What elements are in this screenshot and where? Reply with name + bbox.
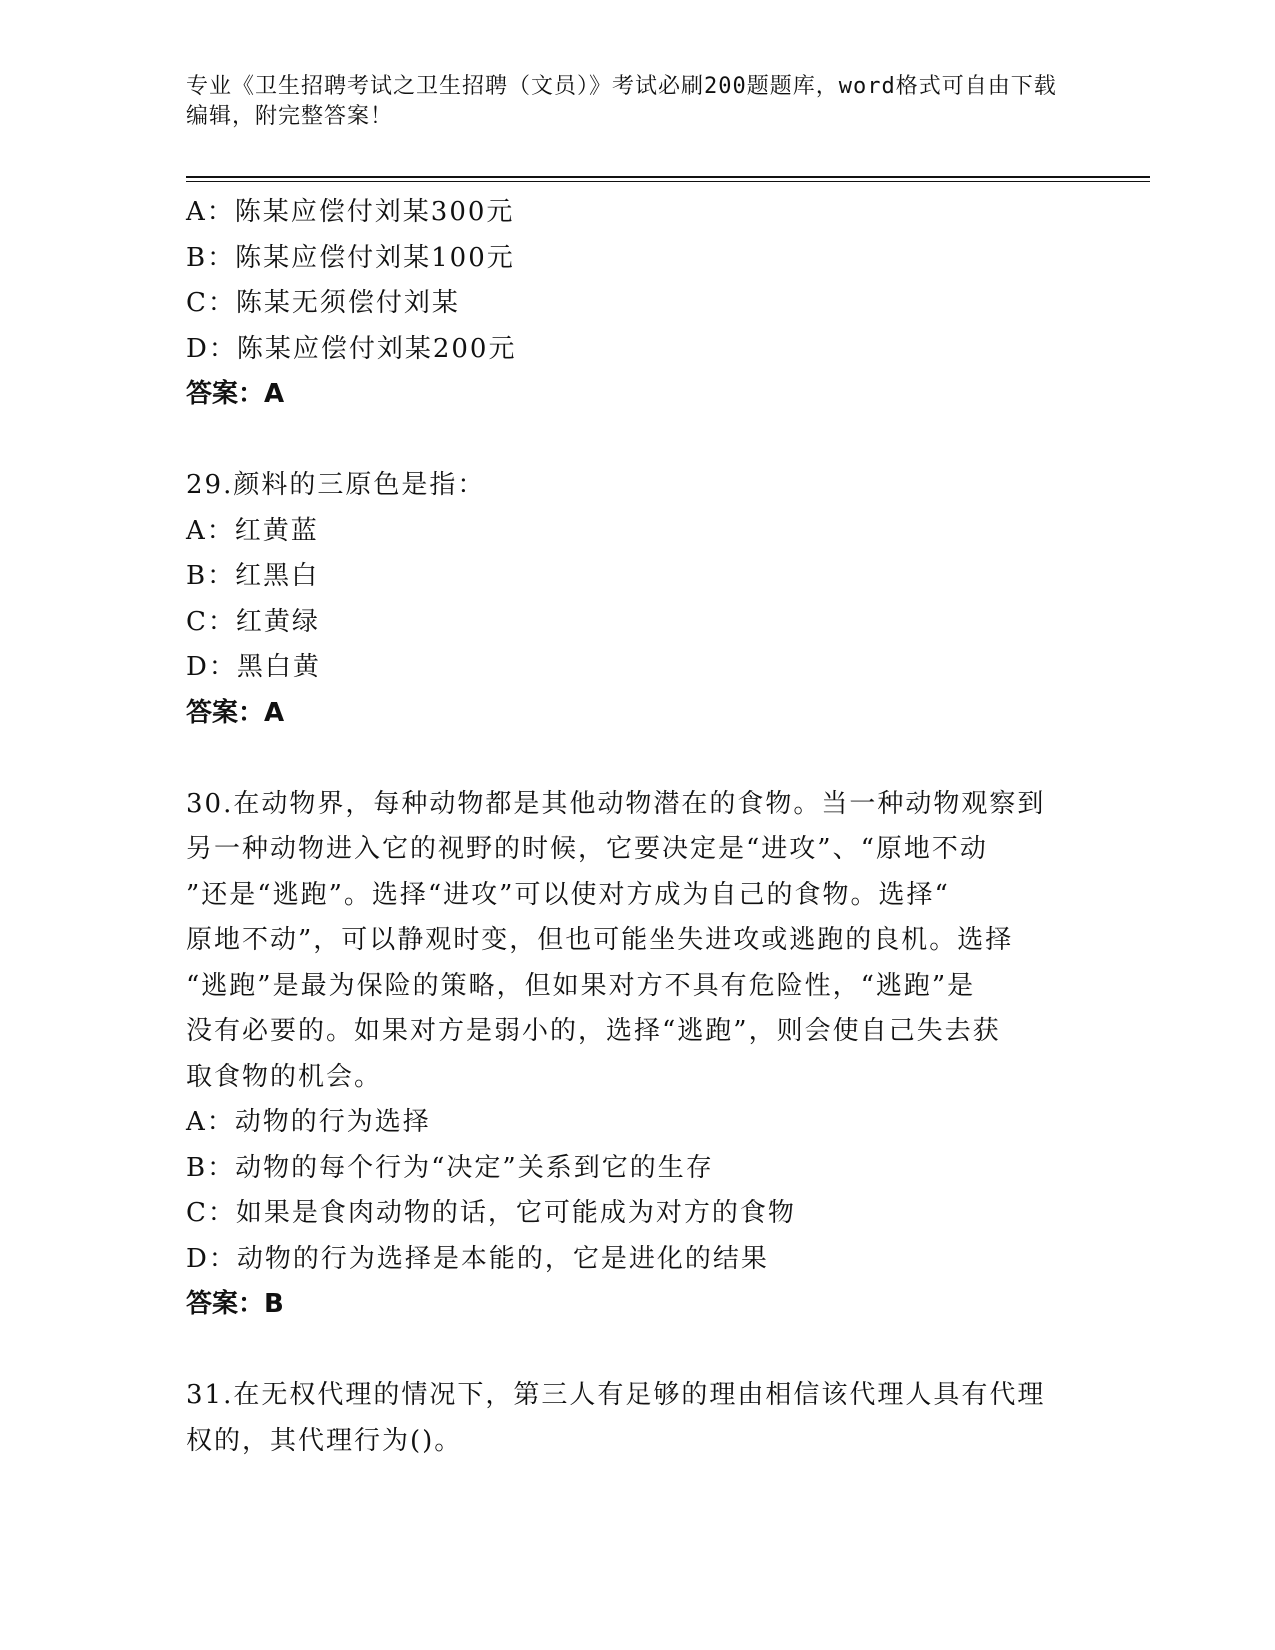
question-stem-line: 原地不动”，可以静观时变，但也可能坐失进攻或逃跑的良机。选择 — [186, 925, 1014, 955]
question-stem-line: 30.在动物界，每种动物都是其他动物潜在的食物。当一种动物观察到 — [186, 788, 1046, 819]
option-a: A：动物的行为选择 — [186, 1107, 431, 1137]
answer-line: 答案：B — [186, 1289, 284, 1319]
question-stem-line: ”还是“逃跑”。选择“进攻”可以使对方成为自己的食物。选择“ — [186, 879, 950, 910]
question-28-options — [186, 190, 1086, 418]
option-c: C：如果是食肉动物的话，它可能成为对方的食物 — [186, 1198, 796, 1228]
document-header: 专业《卫生招聘考试之卫生招聘（文员）》考试必刷200题题库，word格式可自由下载编辑，附完整答案！ — [186, 74, 1057, 129]
question-stem: 29.颜料的三原色是指： — [186, 470, 486, 500]
option-c: C：红黄绿 — [186, 606, 320, 637]
option-a: A：陈某应偿付刘某300元 — [186, 197, 515, 227]
question-stem-line: 31.在无权代理的情况下，第三人有足够的理由相信该代理人具有代理 — [186, 1380, 1046, 1410]
option-d: D：陈某应偿付刘某200元 — [186, 333, 517, 364]
header-divider-thin — [186, 181, 1150, 182]
option-b: B：动物的每个行为“决定”关系到它的生存 — [186, 1152, 714, 1183]
answer-line: 答案：A — [186, 379, 285, 409]
question-stem-line: 没有必要的。如果对方是弱小的，选择“逃跑”，则会使自己失去获 — [186, 1016, 1001, 1046]
question-stem-line: 权的，其代理行为()。 — [186, 1425, 463, 1456]
question-stem-line: “逃跑”是最为保险的策略，但如果对方不具有危险性，“逃跑”是 — [186, 970, 976, 1001]
option-b: B：红黑白 — [186, 561, 320, 591]
question-30 — [186, 782, 1086, 1328]
question-spacer — [186, 736, 1086, 782]
question-stem-line: 取食物的机会。 — [186, 1061, 383, 1092]
answer-line: 答案：A — [186, 697, 285, 728]
option-c: C：陈某无须偿付刘某 — [186, 288, 460, 318]
header-divider — [186, 176, 1150, 178]
question-spacer — [186, 1328, 1086, 1374]
option-d: D：黑白黄 — [186, 652, 321, 682]
question-29 — [186, 463, 1086, 736]
question-content — [186, 190, 1086, 1464]
question-31 — [186, 1373, 1086, 1464]
question-stem-line: 另一种动物进入它的视野的时候，它要决定是“进攻”、“原地不动 — [186, 834, 988, 864]
option-d: D：动物的行为选择是本能的，它是进化的结果 — [186, 1243, 769, 1274]
option-b: B：陈某应偿付刘某100元 — [186, 242, 515, 273]
option-a: A：红黄蓝 — [186, 515, 319, 546]
question-spacer — [186, 418, 1086, 464]
